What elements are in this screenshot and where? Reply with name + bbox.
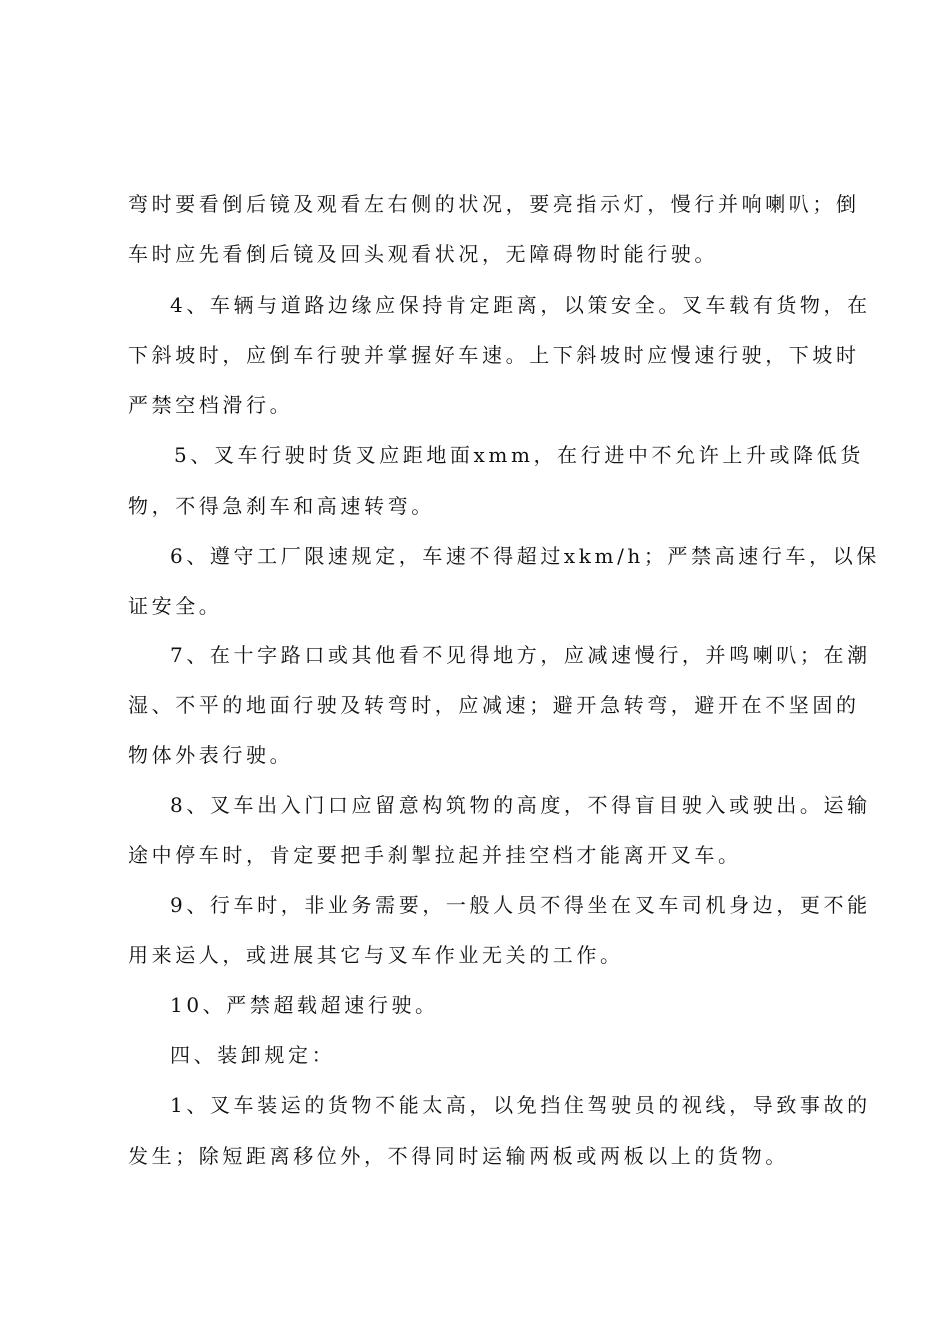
text-line: 严禁空档滑行。 <box>128 393 294 417</box>
text-line: 下斜坡时，应倒车行驶并掌握好车速。上下斜坡时应慢速行驶，下坡时 <box>128 343 860 367</box>
text-line: 用来运人，或进展其它与叉车作业无关的工作。 <box>128 943 624 967</box>
text-line: 湿、不平的地面行驶及转弯时，应减速；避开急转弯，避开在不坚固的 <box>128 693 860 717</box>
text-line: 4、车辆与道路边缘应保持肯定距离，以策安全。叉车载有货物，在 <box>170 293 871 317</box>
text-line: 5、叉车行驶时货叉应距地面xmm，在行进中不允许上升或降低货 <box>174 443 864 467</box>
text-line: 8、叉车出入门口应留意构筑物的高度，不得盲目驶入或驶出。运输 <box>170 793 871 817</box>
text-line: 发生；除短距离移位外，不得同时运输两板或两板以上的货物。 <box>128 1144 789 1168</box>
text-line: 物体外表行驶。 <box>128 743 294 767</box>
text-line: 9、行车时，非业务需要，一般人员不得坐在叉车司机身边，更不能 <box>170 893 871 917</box>
text-line: 7、在十字路口或其他看不见得地方，应减速慢行，并鸣喇叭；在潮 <box>170 643 871 667</box>
text-line: 10、严禁超载超速行驶。 <box>170 993 439 1017</box>
text-line: 车时应先看倒后镜及回头观看状况，无障碍物时能行驶。 <box>128 242 718 266</box>
text-line: 6、遵守工厂限速规定，车速不得超过xkm/h；严禁高速行车，以保 <box>170 544 880 568</box>
text-line: 途中停车时，肯定要把手刹掣拉起并挂空档才能离开叉车。 <box>128 843 742 867</box>
text-line: 物，不得急刹车和高速转弯。 <box>128 494 435 518</box>
text-line: 弯时要看倒后镜及观看左右侧的状况，要亮指示灯，慢行并响喇叭；倒 <box>128 192 860 216</box>
text-line: 证安全。 <box>128 594 223 618</box>
section-heading: 四、装卸规定： <box>170 1043 336 1067</box>
text-line: 1、叉车装运的货物不能太高，以免挡住驾驶员的视线，导致事故的 <box>170 1093 871 1117</box>
